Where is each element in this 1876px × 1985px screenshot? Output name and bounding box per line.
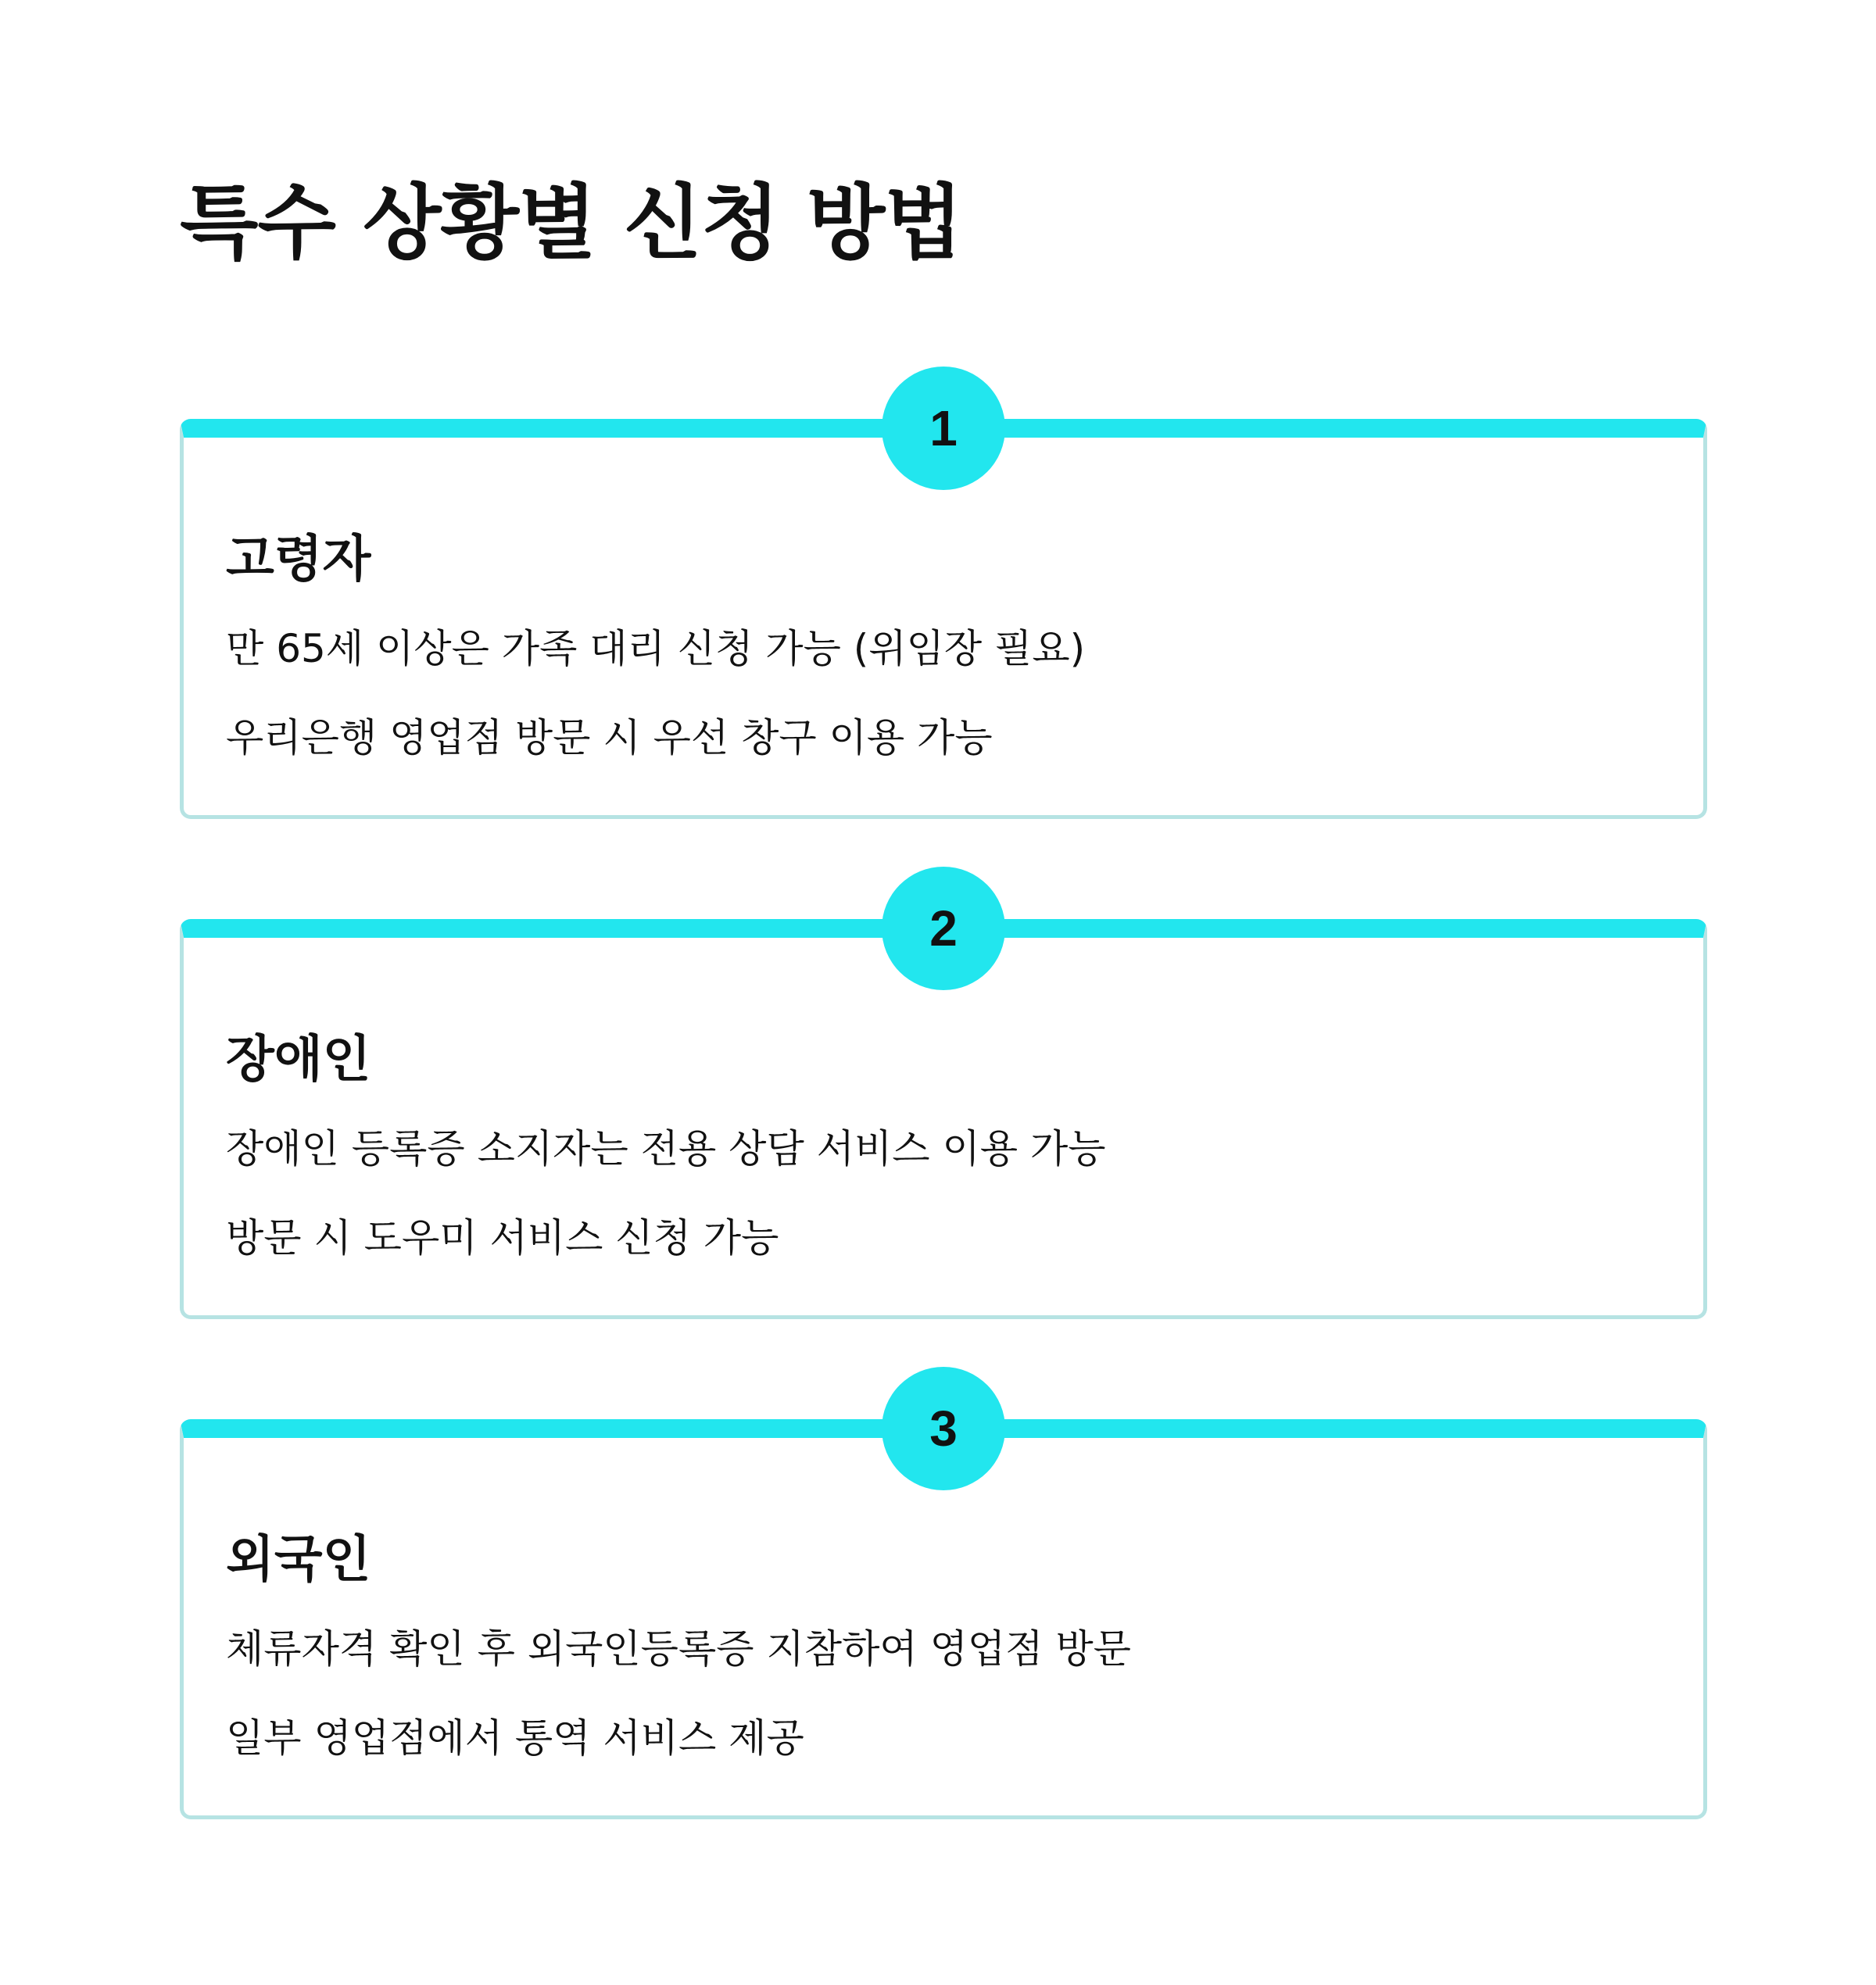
card-disabled [180, 900, 1707, 1319]
page-title: 특수 상황별 신청 방법 [180, 175, 962, 270]
step-number-badge: 3 [882, 1367, 1005, 1490]
card-description-line: 방문 시 도우미 서비스 신청 가능 [226, 1215, 779, 1261]
step-number-badge: 1 [882, 367, 1005, 490]
card-description-line: 만 65세 이상은 가족 대리 신청 가능 (위임장 필요) [226, 626, 1086, 671]
card-elderly [180, 400, 1707, 819]
card-description-line: 일부 영업점에서 통역 서비스 제공 [226, 1715, 804, 1761]
card-title: 외국인 [226, 1531, 371, 1589]
card-title: 고령자 [226, 531, 371, 588]
card-description-line: 우리은행 영업점 방문 시 우선 창구 이용 가능 [226, 715, 993, 760]
step-number-badge: 2 [882, 867, 1005, 990]
card-description-line: 체류자격 확인 후 외국인등록증 지참하여 영업점 방문 [226, 1626, 1131, 1672]
card-description-line: 장애인 등록증 소지자는 전용 상담 서비스 이용 가능 [226, 1126, 1106, 1171]
card-foreigner [180, 1400, 1707, 1819]
card-title: 장애인 [226, 1031, 371, 1089]
